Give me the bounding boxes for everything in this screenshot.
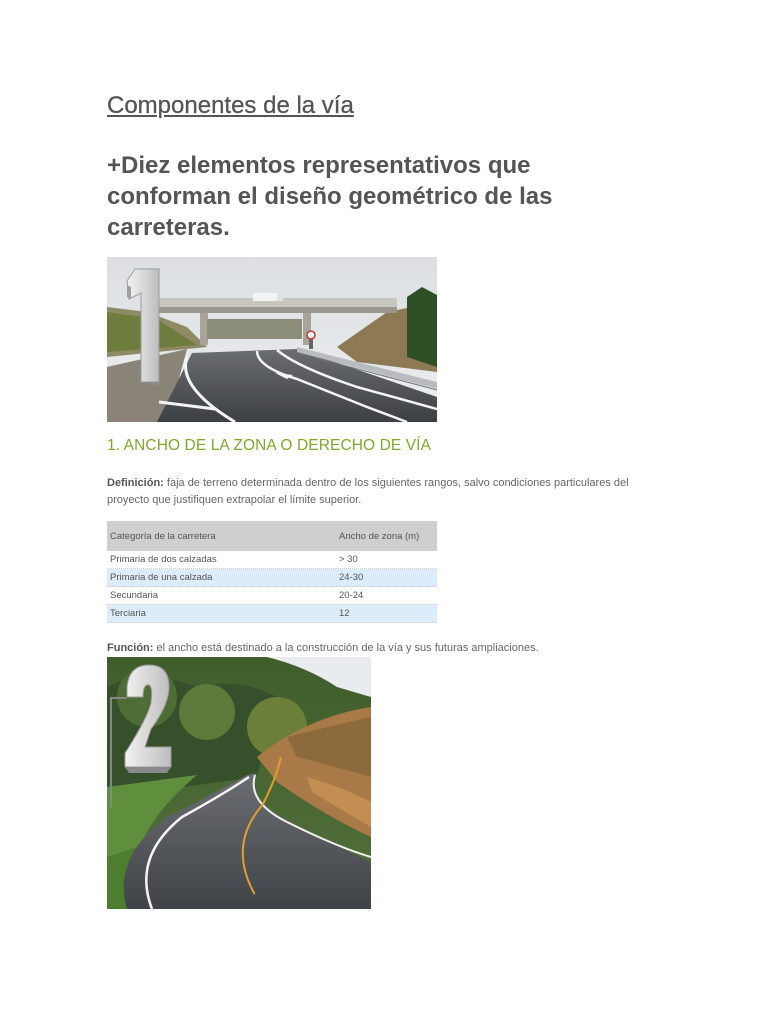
table-row: [107, 587, 437, 605]
table-cell-category: Terciaria: [107, 605, 336, 623]
photo-number-2: 2: [107, 657, 108, 658]
table-cell-width: 12: [336, 605, 437, 623]
function-paragraph: [107, 642, 539, 654]
definition-label: Definición:: [107, 477, 164, 489]
table-cell-category: Primaria de una calzada: [107, 569, 336, 587]
definition-paragraph: [107, 475, 652, 509]
table-cell-width: > 30: [336, 551, 437, 569]
table-row: [107, 569, 437, 587]
section-heading-ancho-zona: 1. ANCHO DE LA ZONA O DERECHO DE VÍA: [107, 437, 432, 454]
table-cell-category: Primaria de dos calzadas: [107, 551, 336, 569]
table-cell-category: Secundaria: [107, 587, 336, 605]
table-header-row: [107, 521, 437, 551]
photo-number-1: 1: [107, 257, 108, 258]
table-header-width: Ancho de zona (m): [336, 521, 437, 551]
page-title: Componentes de la vía: [107, 92, 354, 119]
highway-overpass-photo: [107, 257, 437, 422]
table-row: [107, 551, 437, 569]
road-width-table: [107, 521, 437, 623]
function-text: el ancho está destinado a la construcción de la vía y sus futuras ampliaciones.: [153, 642, 539, 654]
table-header-category: Categoría de la carretera: [107, 521, 336, 551]
table-row: [107, 605, 437, 623]
table-cell-width: 20-24: [336, 587, 437, 605]
table-cell-width: 24-30: [336, 569, 437, 587]
definition-text: faja de terreno determinada dentro de los siguientes rangos, salvo condiciones particulares del proyecto que justifiquen extrapolar el límite superior.: [107, 477, 629, 506]
winding-road-photo: [107, 657, 371, 909]
function-label: Función:: [107, 642, 154, 654]
page-subtitle: +Diez elementos representativos que conforman el diseño geométrico de las carreteras.: [107, 152, 553, 241]
